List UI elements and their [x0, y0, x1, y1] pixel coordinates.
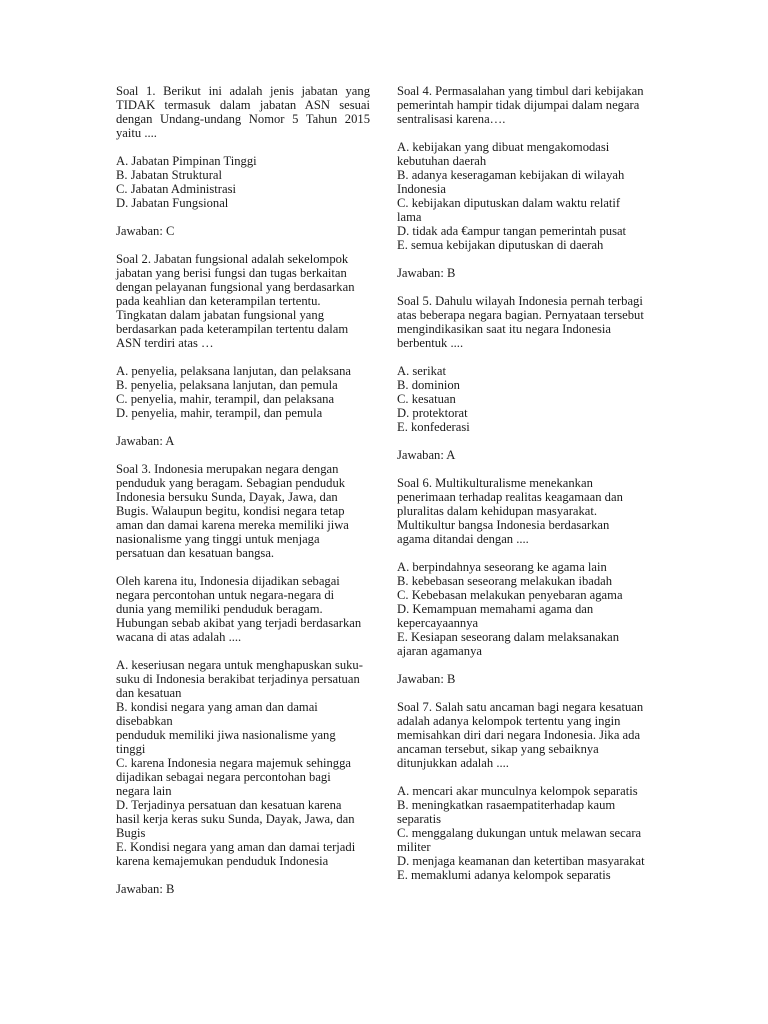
answer-key: Jawaban: A: [397, 448, 456, 462]
question-stem: Soal 2. Jabatan fungsional adalah sekelompok jabatan yang berisi fungsi dan tugas berkaitan dengan pelayanan fungsional yang berdasarkan pada keahlian dan keterampilan tertentu. Tingkatan dalam jabatan fungsional yang berdasarkan pada keterampilan tertentu dalam ASN terdiri atas …: [116, 252, 355, 350]
option-c: C. kebijakan diputuskan dalam waktu relatif lama: [397, 196, 621, 224]
question-1: [116, 84, 374, 238]
option-b: B. kondisi negara yang aman dan damai disebabkan penduduk memiliki jiwa nasionalisme yang tinggi: [116, 700, 336, 756]
option-b: B. penyelia, pelaksana lanjutan, dan pemula: [116, 378, 338, 392]
question-5: [397, 294, 651, 462]
option-d: D. Jabatan Fungsional: [116, 196, 229, 210]
option-a: A. berpindahnya seseorang ke agama lain: [397, 560, 607, 574]
option-e: E. memaklumi adanya kelompok separatis: [397, 868, 611, 882]
option-c: C. penyelia, mahir, terampil, dan pelaksana: [116, 392, 335, 406]
option-e: E. konfederasi: [397, 420, 470, 434]
option-list: [397, 784, 651, 882]
question-stem: Soal 5. Dahulu wilayah Indonesia pernah terbagi atas beberapa negara bagian. Pernyataan tersebut mengindikasikan saat itu negara Indonesia berbentuk ....: [397, 294, 644, 350]
option-a: A. keseriusan negara untuk menghapuskan suku- suku di Indonesia berakibat terjadinya persatuan dan kesatuan: [116, 658, 363, 700]
question-stem: Soal 1. Berikut ini adalah jenis jabatan yang TIDAK termasuk dalam jabatan ASN sesuai dengan Undang-undang Nomor 5 Tahun 2015 yaitu ....: [116, 84, 374, 140]
option-b: B. meningkatkan rasaempatiterhadap kaum separatis: [397, 798, 616, 826]
question-stem: Soal 3. Indonesia merupakan negara dengan penduduk yang beragam. Sebagian penduduk Indonesia bersuku Sunda, Dayak, Jawa, dan Bugis. Walaupun begitu, kondisi negara tetap aman dan damai karena mereka memiliki jiwa nasionalisme yang tinggi untuk menjaga persatuan dan kesatuan bangsa.: [116, 462, 349, 560]
answer-key: Jawaban: B: [397, 672, 456, 686]
option-a: A. serikat: [397, 364, 446, 378]
option-a: A. penyelia, pelaksana lanjutan, dan pelaksana: [116, 364, 351, 378]
option-c: C. Jabatan Administrasi: [116, 182, 236, 196]
answer-key: Jawaban: B: [397, 266, 456, 280]
question-stem: Soal 6. Multikulturalisme menekankan penerimaan terhadap realitas keagamaan dan pluralitas dalam kehidupan masyarakat. Multikultur bangsa Indonesia berdasarkan agama ditandai dengan ....: [397, 476, 623, 546]
question-4: [397, 84, 651, 280]
option-c: C. menggalang dukungan untuk melawan secara militer: [397, 826, 642, 854]
option-d: D. penyelia, mahir, terampil, dan pemula: [116, 406, 323, 420]
option-d: D. protektorat: [397, 406, 468, 420]
answer-key: Jawaban: A: [116, 434, 175, 448]
option-e: E. Kesiapan seseorang dalam melaksanakan ajaran agamanya: [397, 630, 620, 658]
option-list: [397, 560, 651, 658]
option-c: C. kesatuan: [397, 392, 456, 406]
question-stem: Soal 4. Permasalahan yang timbul dari kebijakan pemerintah hampir tidak dijumpai dalam negara sentralisasi karena….: [397, 84, 644, 126]
option-c: C. karena Indonesia negara majemuk sehingga dijadikan sebagai negara percontohan bagi negara lain: [116, 756, 351, 798]
option-b: B. dominion: [397, 378, 460, 392]
option-e: E. Kondisi negara yang aman dan damai terjadi karena kemajemukan penduduk Indonesia: [116, 840, 356, 868]
option-d: D. tidak ada €ampur tangan pemerintah pusat: [397, 224, 627, 238]
option-list: [397, 364, 651, 434]
option-a: A. kebijakan yang dibuat mengakomodasi kebutuhan daerah: [397, 140, 610, 168]
option-c: C. Kebebasan melakukan penyebaran agama: [397, 588, 623, 602]
question-6: [397, 476, 651, 686]
option-a: A. mencari akar munculnya kelompok separatis: [397, 784, 638, 798]
option-list: [116, 658, 370, 868]
question-3: [116, 462, 370, 896]
left-column: [116, 84, 374, 910]
question-stem: Soal 7. Salah satu ancaman bagi negara kesatuan adalah adanya kelompok tertentu yang ingin memisahkan diri dari negara Indonesia. Jika ada ancaman tersebut, sikap yang sebaiknya ditunjukkan adalah ....: [397, 700, 644, 770]
answer-key: Jawaban: C: [116, 224, 175, 238]
question-2: [116, 252, 370, 448]
option-b: B. Jabatan Struktural: [116, 168, 222, 182]
option-a: A. Jabatan Pimpinan Tinggi: [116, 154, 257, 168]
option-d: D. Kemampuan memahami agama dan kepercayaannya: [397, 602, 594, 630]
option-b: B. kebebasan seseorang melakukan ibadah: [397, 574, 613, 588]
option-d: D. Terjadinya persatuan dan kesatuan karena hasil kerja keras suku Sunda, Dayak, Jawa, dan Bugis: [116, 798, 355, 840]
option-list: [116, 154, 370, 210]
option-b: B. adanya keseragaman kebijakan di wilayah Indonesia: [397, 168, 625, 196]
option-list: [397, 140, 651, 252]
right-column: [397, 84, 651, 896]
answer-key: Jawaban: B: [116, 882, 175, 896]
question-stem-continued: Oleh karena itu, Indonesia dijadikan sebagai negara percontohan untuk negara-negara di dunia yang memiliki penduduk beragam. Hubungan sebab akibat yang terjadi berdasarkan wacana di atas adalah ....: [116, 574, 362, 644]
option-list: [116, 364, 370, 420]
option-e: E. semua kebijakan diputuskan di daerah: [397, 238, 604, 252]
option-d: D. menjaga keamanan dan ketertiban masyarakat: [397, 854, 645, 868]
question-7: [397, 700, 651, 882]
